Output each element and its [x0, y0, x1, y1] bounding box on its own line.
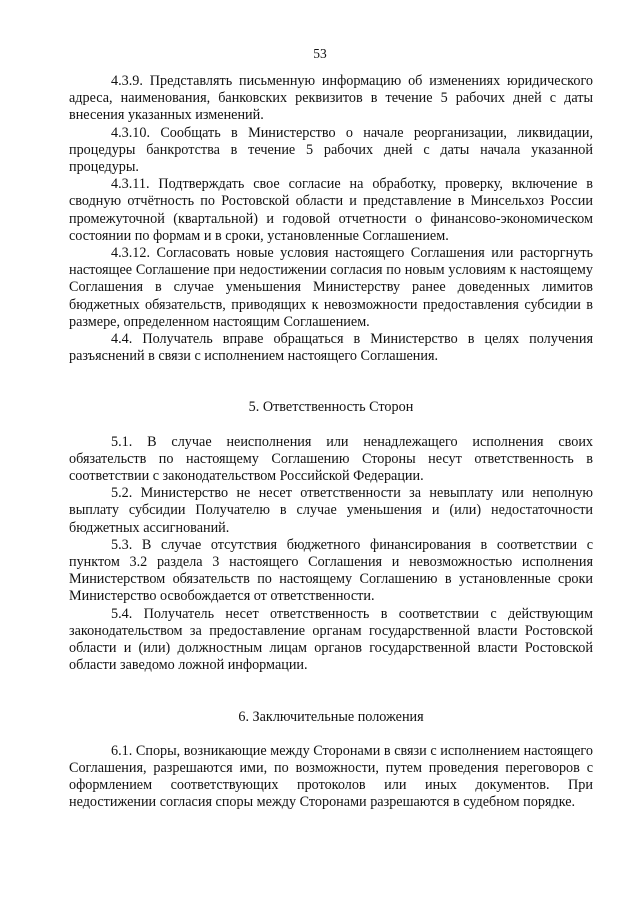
paragraph-4-3-10: 4.3.10. Сообщать в Министерство о начале реорганизации, ликвидации, процедуры банкротства в течение 5 рабочих дней с даты начала указанной процедуры.: [69, 124, 593, 176]
paragraph-5-3: 5.3. В случае отсутствия бюджетного финансирования в соответствии с пунктом 3.2 раздела 3 настоящего Соглашения и невозможностью исполнения Министерством обязательств по настоящему Соглашению в установленные сроки Министерство освобождается от ответственности.: [69, 536, 593, 605]
document-body: [69, 73, 593, 812]
paragraph-4-3-12: 4.3.12. Согласовать новые условия настоящего Соглашения или расторгнуть настоящее Соглашение при недостижении согласия по новым условиям к настоящему Соглашения в случае уменьшения Министерству ранее доведенных лимитов бюджетных обязательств, приводящих к невозможности предоставления субсидии в размере, определенном настоящим Соглашением.: [69, 245, 593, 330]
paragraph-5-2: 5.2. Министерство не несет ответственности за невыплату или неполную выплату субсидии Получателю в случае уменьшения и (или) недостаточности бюджетных ассигнований.: [69, 485, 593, 536]
paragraph-4-3-9: 4.3.9. Представлять письменную информацию об изменениях юридического адреса, наименования, банковских реквизитов в течение 5 рабочих дней с даты внесения указанных изменений.: [69, 73, 593, 124]
page-number: 53: [313, 46, 327, 61]
section-5-heading: 5. Ответственность Сторон: [248, 399, 414, 416]
paragraph-6-1: 6.1. Споры, возникающие между Сторонами в связи с исполнением настоящего Соглашения, разрешаются ими, по возможности, путем проведения переговоров с оформлением соответствующих протоколов или иных документов. При недостижении согласия споры между Сторонами разрешаются в судебном порядке.: [69, 742, 593, 811]
section-6-heading: 6. Заключительные положения: [238, 708, 424, 725]
paragraph-5-1: 5.1. В случае неисполнения или ненадлежащего исполнения своих обязательств по настоящему Соглашению Стороны несут ответственность в соответствии с законодательством Российской Федерации.: [69, 433, 593, 485]
paragraph-4-3-11: 4.3.11. Подтверждать свое согласие на обработку, проверку, включение в сводную отчётность по Ростовской области и представление в Минсельхоз России промежуточной (квартальной) и годовой отчетности о финансово-экономическом состоянии по формам и в сроки, установленные Соглашением.: [69, 176, 593, 244]
paragraph-5-4: 5.4. Получатель несет ответственность в соответствии с действующим законодательством за предоставление органам государственной власти Ростовской области и (или) должностным лицам органов государственной власти Ростовской области заведомо ложной информации.: [69, 605, 593, 674]
paragraph-4-4: 4.4. Получатель вправе обращаться в Министерство в целях получения разъяснений в связи с исполнением настоящего Соглашения.: [69, 331, 593, 365]
